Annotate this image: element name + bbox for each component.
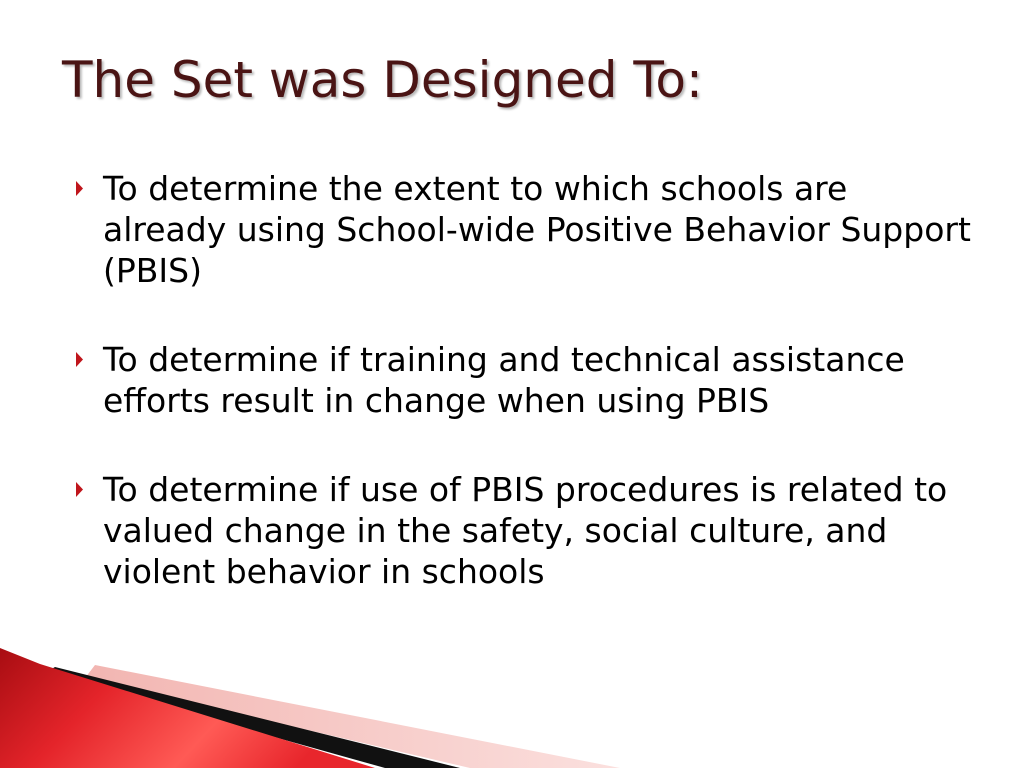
decorative-swoosh [0,640,1024,768]
bullet-list [72,168,972,640]
bullet-text: To determine the extent to which schools are already using School-wide Positive Behavior Support (PBIS) [103,169,971,290]
bullet-item [72,469,972,592]
slide-title: The Set was Designed To: [62,51,703,109]
bullet-text: To determine if use of PBIS procedures is related to valued change in the safety, social culture, and violent behavior in schools [103,470,948,591]
triangle-right-icon [72,168,86,209]
bullet-item [72,339,972,421]
triangle-right-icon [72,469,86,510]
triangle-right-icon [72,339,86,380]
bullet-item [72,168,972,291]
bullet-text: To determine if training and technical assistance efforts result in change when using PBIS [103,340,905,420]
